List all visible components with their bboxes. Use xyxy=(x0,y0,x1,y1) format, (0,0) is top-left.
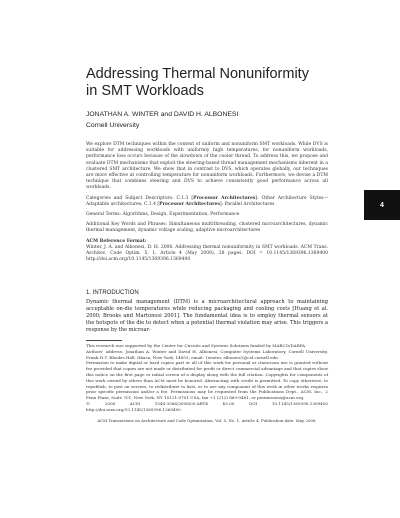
footnote-permission: Permission to make digital or hard copies part or all of this work for personal or classroom use is granted without fee provided that copies are not made or distributed for profit or direct commercial advantage and that copies show this notice on the first page or initial screen of a display along with the full citation. Copyrights for components of this work owned by others than ACM must be honored. Abstracting with credit is permitted. To copy otherwise, to republish, to post on servers, to redistribute to lists, or to use any component of this work in other works requires prior specific permission and/or a fee. Permissions may be requested from the Publications Dept., ACM, Inc., 2 Penn Plaza, Suite 701, New York, NY 10121-0701 USA, fax +1 (212) 869-0481, or permissions@acm.org. xyxy=(86,360,328,401)
general-terms: General Terms: Algorithms, Design, Experimentation, Performance xyxy=(86,212,240,218)
article-title: Addressing Thermal Nonuniformity in SMT Workloads xyxy=(86,66,309,99)
key-words: Additional Key Words and Phrases: Simultaneous multithreading, clustered microarchitectures, dynamic thermal management, dynamic voltage scaling, adaptive microarchitectures xyxy=(86,222,328,234)
categories-bold-1: Processor Architectures xyxy=(193,195,256,201)
section-body: Dynamic thermal management (DTM) is a microarchitectural approach to maintaining acceptable on-die temperatures while reducing packaging and cooling costs [Huang et al. 2000; Brooks and Martonosi 2001]. The fundamental idea is to employ thermal sensors at the hotspots of the die to detect when a potential thermal violation may arise. This triggers a response by the microar- xyxy=(86,299,328,333)
abstract-block xyxy=(86,142,328,267)
footnote-block xyxy=(86,343,328,413)
reference-format-label: ACM Reference Format: xyxy=(86,238,147,244)
footnote-divider xyxy=(86,340,122,341)
footnote-address: Authors' address: Jonathan A. Winter and David H. Albonesi, Computer Systems Laboratory, Cornell University, Frank H.T. Rhodes Hall, Ithaca, New York, 14853; email: {winter, albonesi}@csl.cornell.edu. xyxy=(86,348,328,360)
footnote-copyright: © 2008 ACM 1544-3566/2008/05-ART4 $5.00 DOI 10.1145/1369396.1369400 http://doi.acm.org/10.1145/1369396.1369400 xyxy=(86,400,328,412)
categories-lead: Categories and Subject Descriptors: C.1.3 [ xyxy=(86,195,194,201)
abstract-text: We explore DTM techniques within the context of uniform and nonuniform SMT workloads. While DVS is suitable for addressing workloads with uniformly high temperatures, for nonuniform workloads, performance loss occurs because of the slowdown of the cooler thread. To address this, we propose and evaluate DTM mechanisms that exploit the steering-based thread management mechanisms inherent in a clustered SMT architecture. We show that in contrast to DVS, which operates globally, our techniques are more effective at controlling temperature for nonuniform workloads. Furthermore, we devise a DTM technique that combines steering and DVS to achieve consistently good performance across all workloads. xyxy=(86,142,328,191)
article-authors: JONATHAN A. WINTER and DAVID H. ALBONESI xyxy=(86,111,239,118)
categories-line xyxy=(86,196,328,208)
categories-bold-2: Processor Architectures xyxy=(159,201,220,207)
categories-tail: ]: Parallel Architectures xyxy=(219,201,275,207)
running-footer: ACM Transactions on Architecture and Code Optimization, Vol. 5, No. 1, Article 4, Publication date: May 2008. xyxy=(97,418,317,423)
reference-format-text: Winter, J. A. and Albonesi, D. H. 2008. Addressing thermal nonuniformity in SMT workloads. ACM Trans. Architec. Code Optim. 5, 1, Article 4 (May 2008), 28 pages. DOI = 10.1145/1369396.1369400 http://doi.acm.org/10.1145/1369396.1369400 xyxy=(86,244,328,263)
section-heading: 1. INTRODUCTION xyxy=(86,290,139,296)
categories-mid: ]: Other Architecture Styles—Adaptable architectures; C.1.4 [ xyxy=(86,195,328,207)
article-number-tab: 4 xyxy=(364,190,400,220)
footnote-funding: This research was supported by the Center for Circuits and Systems Solutions funded by MARCO/DARPA. xyxy=(86,343,307,348)
article-affiliation: Cornell University xyxy=(86,122,140,129)
